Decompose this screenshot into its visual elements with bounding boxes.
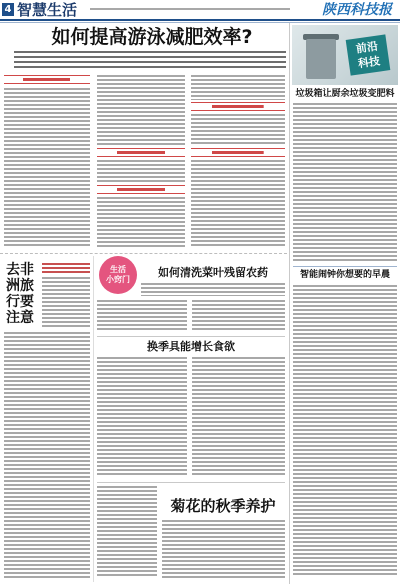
article-column-1 <box>4 88 90 248</box>
header-info-line <box>90 8 290 10</box>
travel-body <box>4 332 90 578</box>
tips-body-1c <box>192 300 285 332</box>
tips-headline-2: 换季具能增长食欲 <box>147 340 235 353</box>
article-column-3b <box>191 114 285 144</box>
article-column-3a <box>191 75 285 100</box>
tips-body-1b <box>97 300 187 332</box>
badge-line-2: 小窍门 <box>106 275 130 284</box>
sidebar-photo <box>292 25 398 85</box>
tips-body-2b <box>192 357 285 477</box>
flower-body-left <box>97 486 157 578</box>
article-subhead <box>191 148 285 157</box>
sidebar-headline-2: 智能闹钟你想要的早晨 <box>299 270 390 280</box>
section-divider <box>0 253 287 254</box>
tag-line-1: 前沿 <box>355 39 379 56</box>
article-subhead <box>4 75 90 84</box>
badge-line-1: 生活 <box>110 265 126 274</box>
article-subhead <box>97 148 185 157</box>
article-subhead <box>191 102 285 111</box>
frontier-tech-tag <box>346 34 391 75</box>
article-column-2b <box>97 160 185 182</box>
travel-intro <box>42 277 90 327</box>
main-article-title: 如何提高游泳减肥效率? <box>51 26 253 48</box>
travel-subtitle <box>42 263 90 273</box>
article-subhead <box>97 185 185 194</box>
tips-headline-1: 如何清洗菜叶残留农药 <box>158 266 268 279</box>
sidebar-body-1 <box>293 103 397 263</box>
article-column-2a <box>97 75 185 145</box>
trash-bin-body <box>306 39 336 79</box>
flower-divider <box>97 482 285 483</box>
section-title: 智慧生活 <box>17 1 78 19</box>
tips-body-1a <box>141 283 285 296</box>
flower-article-title: 菊花的秋季养护 <box>170 497 276 515</box>
sidebar-headline-1: 垃圾箱让厨余垃圾变肥料 <box>295 89 395 99</box>
sidebar-divider <box>289 23 290 584</box>
tips-body-2a <box>97 357 187 477</box>
article-column-2c <box>97 197 185 248</box>
sidebar-body-2 <box>293 285 397 577</box>
main-article-intro <box>14 51 286 70</box>
lower-divider <box>93 256 94 582</box>
article-column-3c <box>191 160 285 248</box>
tips-divider <box>97 336 285 337</box>
travel-article-title: 去非洲旅行要注意 <box>6 262 34 326</box>
tag-line-2: 科技 <box>357 54 381 71</box>
page-number-badge: 4 <box>2 3 14 16</box>
header-rule-thin <box>0 22 400 23</box>
sidebar-rule <box>293 266 397 267</box>
flower-body <box>162 520 285 578</box>
header-rule <box>0 19 400 21</box>
newspaper-masthead: 陕西科技报 <box>322 2 392 18</box>
life-tips-badge <box>99 256 137 294</box>
